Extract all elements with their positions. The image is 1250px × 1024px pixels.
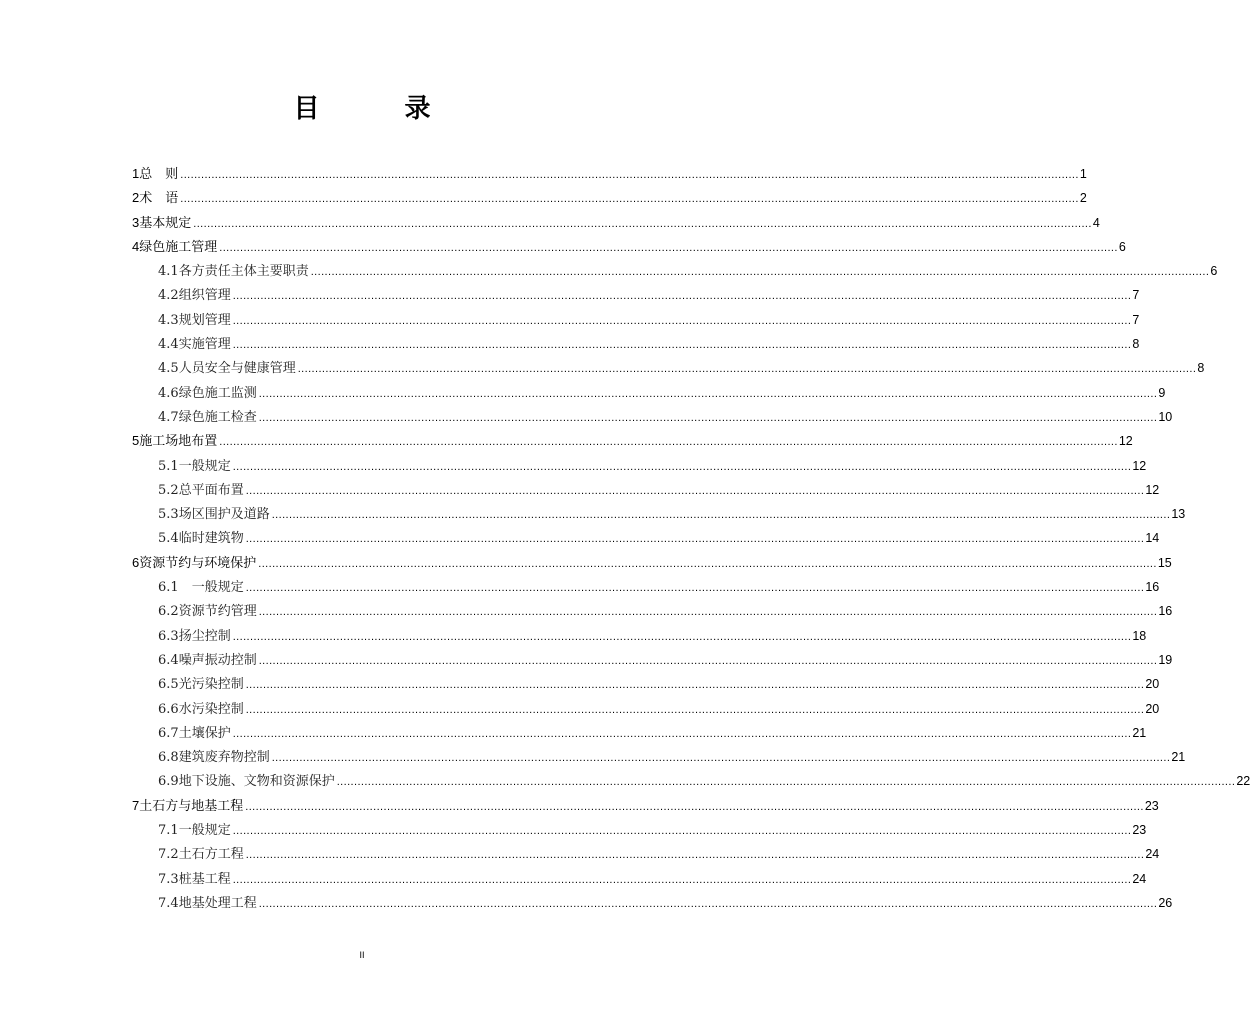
toc-section-entry[interactable]: [132, 527, 1160, 551]
toc-section-entry[interactable]: [132, 503, 1186, 527]
toc-entry-number: 5.4: [158, 531, 179, 547]
table-of-contents: [132, 163, 1250, 916]
toc-leader-dots: ....................................................................................................................................................................................................................................................................: [258, 411, 1158, 424]
toc-leader-dots: ....................................................................................................................................................................................................................................................................: [245, 582, 1145, 595]
toc-entry-title: 规划管理: [178, 312, 231, 328]
toc-entry-title: 建筑废弃物控制: [178, 750, 270, 766]
toc-entry-title: 资源节约管理: [178, 604, 257, 620]
toc-leader-dots: ....................................................................................................................................................................................................................................................................: [219, 436, 1118, 449]
toc-entry-number: 4.6: [158, 385, 179, 401]
toc-leader-dots: ....................................................................................................................................................................................................................................................................: [232, 460, 1132, 473]
toc-leader-dots: ....................................................................................................................................................................................................................................................................: [258, 606, 1158, 619]
toc-entry-title: 场区围护及道路: [178, 507, 270, 523]
toc-section-entry[interactable]: [132, 357, 1205, 381]
toc-leader-dots: ....................................................................................................................................................................................................................................................................: [245, 484, 1145, 497]
toc-entry-page: 6: [1118, 239, 1126, 254]
toc-section-entry[interactable]: [132, 576, 1160, 600]
toc-entry-number: 7.4: [158, 895, 179, 911]
toc-entry-title: 地下设施、文物和资源保护: [178, 774, 335, 790]
toc-chapter-entry[interactable]: [132, 187, 1087, 211]
toc-leader-dots: ....................................................................................................................................................................................................................................................................: [193, 217, 1092, 230]
toc-leader-dots: ....................................................................................................................................................................................................................................................................: [232, 314, 1132, 327]
toc-section-entry[interactable]: [132, 382, 1166, 406]
toc-section-entry[interactable]: [132, 698, 1160, 722]
toc-leader-dots: ....................................................................................................................................................................................................................................................................: [232, 290, 1132, 303]
toc-leader-dots: ....................................................................................................................................................................................................................................................................: [232, 873, 1132, 886]
toc-entry-page: 14: [1145, 531, 1160, 546]
toc-entry-page: 12: [1118, 434, 1133, 449]
toc-section-entry[interactable]: [132, 722, 1147, 746]
toc-entry-number: 6: [132, 554, 140, 570]
toc-entry-title: 各方责任主体主要职责: [178, 264, 309, 280]
page-title: 目 录: [293, 94, 469, 124]
toc-section-entry[interactable]: [132, 673, 1160, 697]
toc-section-entry[interactable]: [132, 406, 1173, 430]
toc-entry-number: 6.3: [158, 628, 179, 644]
toc-chapter-entry[interactable]: [132, 552, 1172, 576]
toc-entry-page: 13: [1171, 507, 1186, 522]
toc-entry-number: 4.1: [158, 264, 179, 280]
toc-entry-page: 16: [1145, 580, 1160, 595]
toc-section-entry[interactable]: [132, 600, 1173, 624]
toc-entry-number: 4.3: [158, 312, 179, 328]
toc-entry-page: 21: [1171, 750, 1186, 765]
toc-entry-number: 6.5: [158, 677, 179, 693]
toc-entry-page: 2: [1079, 191, 1087, 206]
toc-entry-page: 7: [1132, 312, 1140, 327]
toc-entry-page: 23: [1132, 823, 1147, 838]
toc-entry-page: 8: [1132, 337, 1140, 352]
toc-entry-number: 6.7: [158, 725, 179, 741]
toc-entry-page: 4: [1092, 215, 1100, 230]
toc-entry-page: 6: [1210, 264, 1218, 279]
toc-section-entry[interactable]: [132, 260, 1218, 284]
toc-entry-page: 20: [1145, 677, 1160, 692]
toc-section-entry[interactable]: [132, 479, 1160, 503]
toc-entry-number: 7: [132, 797, 140, 813]
toc-entry-title: 绿色施工管理: [139, 239, 218, 255]
toc-entry-title: 一般规定: [178, 458, 231, 474]
toc-entry-page: 16: [1158, 604, 1173, 619]
toc-entry-title: 噪声振动控制: [178, 652, 257, 668]
toc-entry-page: 18: [1132, 628, 1147, 643]
toc-leader-dots: ....................................................................................................................................................................................................................................................................: [245, 849, 1145, 862]
toc-section-entry[interactable]: [132, 770, 1250, 794]
toc-section-entry[interactable]: [132, 819, 1147, 843]
toc-entry-page: 12: [1145, 482, 1160, 497]
toc-chapter-entry[interactable]: [132, 212, 1100, 236]
toc-leader-dots: ....................................................................................................................................................................................................................................................................: [297, 363, 1197, 376]
toc-entry-title: 人员安全与健康管理: [178, 361, 296, 377]
toc-leader-dots: ....................................................................................................................................................................................................................................................................: [271, 509, 1171, 522]
toc-entry-title: 施工场地布置: [139, 434, 218, 450]
toc-entry-page: 15: [1157, 555, 1172, 570]
toc-entry-page: 21: [1132, 725, 1147, 740]
toc-entry-number: 6.9: [158, 774, 179, 790]
toc-leader-dots: ....................................................................................................................................................................................................................................................................: [258, 387, 1158, 400]
toc-entry-number: 2: [132, 190, 140, 206]
toc-entry-number: 1: [132, 166, 140, 181]
toc-entry-page: 10: [1158, 409, 1173, 424]
toc-entry-title: 土壤保护: [178, 725, 231, 741]
toc-entry-title: 土石方工程: [178, 847, 244, 863]
toc-entry-page: 24: [1145, 847, 1160, 862]
toc-entry-number: 5.2: [158, 482, 179, 498]
toc-section-entry[interactable]: [132, 892, 1173, 916]
toc-leader-dots: ....................................................................................................................................................................................................................................................................: [232, 630, 1132, 643]
toc-leader-dots: ....................................................................................................................................................................................................................................................................: [258, 557, 1157, 570]
toc-entry-page: 8: [1197, 361, 1205, 376]
toc-entry-page: 24: [1132, 871, 1147, 886]
toc-section-entry[interactable]: [132, 868, 1147, 892]
toc-leader-dots: ....................................................................................................................................................................................................................................................................: [271, 752, 1171, 765]
toc-leader-dots: ....................................................................................................................................................................................................................................................................: [245, 533, 1145, 546]
toc-entry-page: 12: [1132, 458, 1147, 473]
toc-chapter-entry[interactable]: [132, 795, 1159, 819]
toc-section-entry[interactable]: [132, 455, 1147, 479]
toc-entry-title: 一般规定: [178, 823, 231, 839]
toc-entry-title: 土石方与地基工程: [139, 798, 244, 814]
toc-entry-page: 22: [1236, 774, 1250, 789]
toc-leader-dots: ....................................................................................................................................................................................................................................................................: [232, 339, 1132, 352]
toc-entry-number: 4: [132, 238, 140, 254]
toc-leader-dots: ....................................................................................................................................................................................................................................................................: [232, 727, 1132, 740]
toc-entry-number: 7.1: [158, 823, 179, 839]
toc-entry-number: 4.7: [158, 409, 179, 425]
toc-leader-dots: ....................................................................................................................................................................................................................................................................: [245, 800, 1144, 813]
toc-entry-number: 5.3: [158, 507, 179, 523]
toc-entry-page: 26: [1158, 895, 1173, 910]
toc-chapter-entry[interactable]: [132, 163, 1087, 187]
toc-entry-title: 一般规定: [178, 580, 244, 596]
toc-leader-dots: ....................................................................................................................................................................................................................................................................: [180, 193, 1079, 206]
toc-entry-number: 6.8: [158, 750, 179, 766]
toc-entry-title: 基本规定: [139, 215, 192, 231]
toc-entry-title: 光污染控制: [178, 677, 244, 693]
toc-section-entry[interactable]: [132, 309, 1140, 333]
toc-entry-page: 23: [1144, 798, 1159, 813]
toc-entry-number: 5: [132, 433, 140, 449]
toc-entry-title: 绿色施工监测: [178, 385, 257, 401]
toc-entry-number: 6.1: [158, 580, 179, 596]
toc-section-entry[interactable]: [132, 746, 1186, 770]
toc-entry-title: 资源节约与环境保护: [139, 555, 257, 571]
toc-entry-number: 6.4: [158, 652, 179, 668]
toc-entry-title: 总平面布置: [178, 482, 244, 498]
toc-entry-page: 1: [1079, 167, 1087, 181]
toc-leader-dots: ....................................................................................................................................................................................................................................................................: [258, 897, 1158, 910]
toc-section-entry[interactable]: [132, 333, 1140, 357]
toc-leader-dots: ....................................................................................................................................................................................................................................................................: [245, 679, 1145, 692]
toc-leader-dots: ....................................................................................................................................................................................................................................................................: [245, 703, 1145, 716]
toc-section-entry[interactable]: [132, 625, 1147, 649]
toc-leader-dots: ....................................................................................................................................................................................................................................................................: [310, 266, 1210, 279]
toc-section-entry[interactable]: [132, 843, 1160, 867]
toc-entry-title: 组织管理: [178, 288, 231, 304]
toc-entry-title: 绿色施工检查: [178, 409, 257, 425]
toc-entry-number: 6.6: [158, 701, 179, 717]
toc-entry-page: 7: [1132, 288, 1140, 303]
toc-section-entry[interactable]: [132, 284, 1140, 308]
toc-entry-title: 实施管理: [178, 337, 231, 353]
toc-entry-number: 4.5: [158, 361, 179, 377]
toc-leader-dots: ....................................................................................................................................................................................................................................................................: [336, 776, 1236, 789]
toc-leader-dots: ....................................................................................................................................................................................................................................................................: [180, 169, 1079, 181]
toc-entry-number: 3: [132, 214, 140, 230]
toc-leader-dots: ....................................................................................................................................................................................................................................................................: [219, 241, 1118, 254]
toc-entry-title: 桩基工程: [178, 871, 231, 887]
toc-leader-dots: ....................................................................................................................................................................................................................................................................: [258, 654, 1158, 667]
toc-entry-title: 总 则: [139, 167, 179, 182]
toc-chapter-entry[interactable]: [132, 236, 1126, 260]
toc-entry-page: 19: [1158, 652, 1173, 667]
toc-entry-title: 术 语: [139, 191, 179, 207]
toc-entry-title: 地基处理工程: [178, 895, 257, 911]
toc-entry-number: 4.2: [158, 288, 179, 304]
toc-entry-number: 7.2: [158, 847, 179, 863]
toc-entry-page: 20: [1145, 701, 1160, 716]
page-number: II: [359, 950, 365, 960]
toc-leader-dots: ....................................................................................................................................................................................................................................................................: [232, 825, 1132, 838]
toc-entry-number: 6.2: [158, 604, 179, 620]
toc-entry-number: 5.1: [158, 458, 179, 474]
toc-entry-page: 9: [1158, 385, 1166, 400]
toc-chapter-entry[interactable]: [132, 430, 1133, 454]
toc-section-entry[interactable]: [132, 649, 1173, 673]
toc-entry-title: 临时建筑物: [178, 531, 244, 547]
toc-entry-number: 4.4: [158, 337, 179, 353]
toc-entry-number: 7.3: [158, 871, 179, 887]
toc-entry-title: 扬尘控制: [178, 628, 231, 644]
toc-entry-title: 水污染控制: [178, 701, 244, 717]
